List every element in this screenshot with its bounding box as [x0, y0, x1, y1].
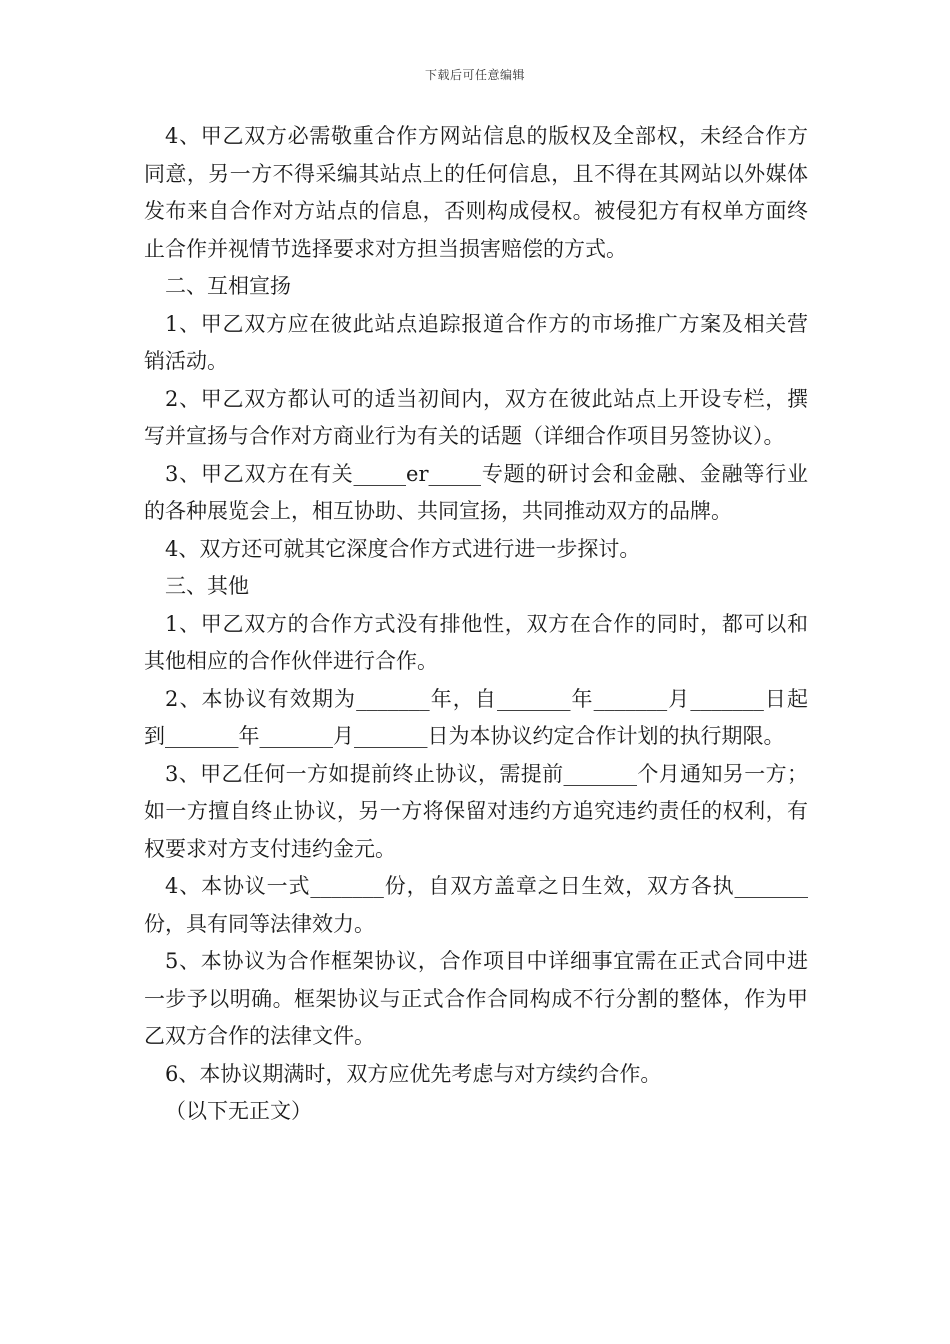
document-body: [144, 118, 808, 1131]
clause-other-5: 5、本协议为合作框架协议，合作项目中详细事宜需在正式合同中进一步予以明确。框架协议与正式合作合同构成不行分割的整体，作为甲乙双方合作的法律文件。: [144, 949, 808, 1048]
clause-promotion-2: 2、甲乙双方都认可的适当初间内，双方在彼此站点上开设专栏，撰写并宣扬与合作对方商业行为有关的话题（详细合作项目另签协议）。: [144, 386, 808, 448]
clause-other-6: 6、本协议期满时，双方应优先考虑与对方续约合作。: [165, 1061, 662, 1086]
clause-other-2: 2、本协议有效期为_______年，自_______年_______月_______日起到_______年_______月_______日为本协议约定合作计划的执行期限。: [144, 686, 808, 748]
clause-promotion-4: 4、双方还可就其它深度合作方式进行进一步探讨。: [165, 536, 641, 561]
end-note: （以下无正文）: [165, 1099, 312, 1123]
clause-copyright: 4、甲乙双方必需敬重合作方网站信息的版权及全部权，未经合作方同意，另一方不得采编其站点上的任何信息，且不得在其网站以外媒体发布来自合作对方站点的信息，否则构成侵权。被侵犯方有权单方面终止合作并视情节选择要求对方担当损害赔偿的方式。: [144, 124, 808, 261]
section-heading-mutual-promotion: 二、互相宣扬: [165, 274, 291, 298]
clause-promotion-1: 1、甲乙双方应在彼此站点追踪报道合作方的市场推广方案及相关营销活动。: [144, 311, 808, 373]
clause-other-4: 4、本协议一式_______份，自双方盖章之日生效，双方各执_______份，具有同等法律效力。: [144, 874, 808, 936]
clause-other-3: 3、甲乙任何一方如提前终止协议，需提前_______个月通知另一方；如一方擅自终止协议，另一方将保留对违约方追究违约责任的权利，有权要求对方支付违约金元。: [144, 761, 808, 861]
page-header: 下载后可任意编辑: [424, 68, 525, 82]
clause-promotion-3: 3、甲乙双方在有关_____er_____专题的研讨会和金融、金融等行业的各种展览会上，相互协助、共同宣扬，共同推动双方的品牌。: [144, 461, 808, 523]
section-heading-other: 三、其他: [165, 574, 249, 598]
clause-other-1: 1、甲乙双方的合作方式没有排他性，双方在合作的同时，都可以和其他相应的合作伙伴进行合作。: [144, 611, 808, 673]
